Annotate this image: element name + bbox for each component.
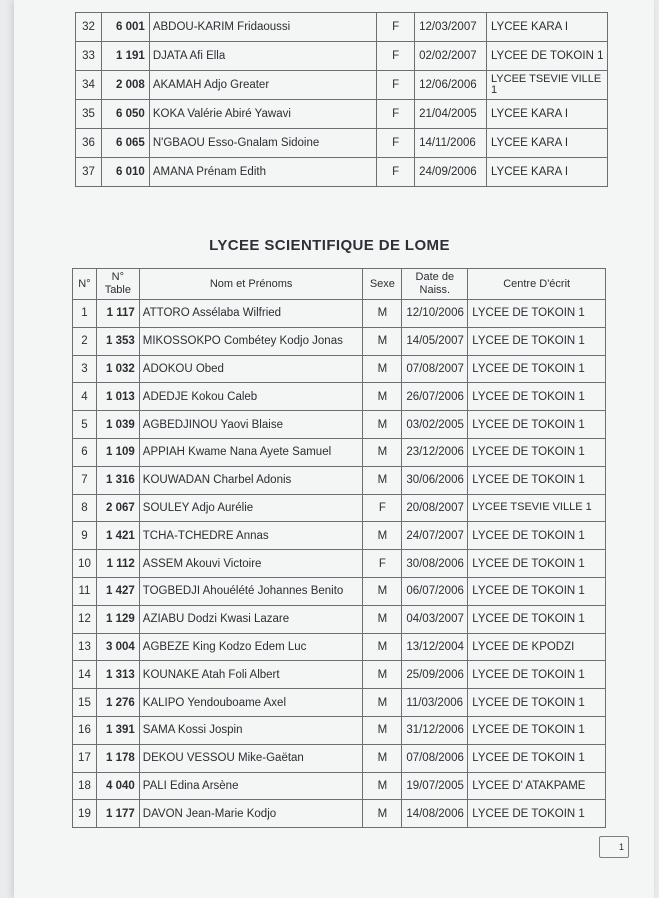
- table-row: [73, 661, 606, 689]
- header-number: N°: [73, 269, 97, 300]
- student-sex: M: [363, 355, 402, 383]
- student-name: ADEDJE Kokou Caleb: [139, 383, 363, 411]
- table-number: 1 427: [96, 577, 139, 605]
- table-row: [73, 577, 606, 605]
- student-sex: F: [377, 13, 415, 42]
- student-sex: M: [363, 411, 402, 439]
- exam-center: LYCEE KARA I: [486, 158, 607, 187]
- table-number: 1 129: [96, 605, 139, 633]
- birth-date: 13/12/2004: [402, 633, 468, 661]
- header-table-line2: Table: [104, 284, 131, 296]
- header-exam-center: Centre D'écrit: [468, 269, 606, 300]
- student-name: MIKOSSOKPO Combétey Kodjo Jonas: [139, 327, 363, 355]
- exam-center: LYCEE D' ATAKPAME: [468, 772, 606, 800]
- exam-center: LYCEE DE TOKOIN 1: [468, 522, 606, 550]
- row-number: 13: [73, 633, 97, 661]
- birth-date: 21/04/2005: [415, 100, 487, 129]
- row-number: 5: [73, 411, 97, 439]
- table-row: [73, 744, 606, 772]
- student-name: TOGBEDJI Ahouélété Johannes Benito: [139, 577, 363, 605]
- table-row: [73, 438, 606, 466]
- row-number: 18: [73, 772, 97, 800]
- table-number: 1 177: [96, 800, 139, 828]
- student-name: DEKOU VESSOU Mike-Gaëtan: [139, 744, 363, 772]
- exam-center: LYCEE DE TOKOIN 1: [468, 383, 606, 411]
- table-number: 6 050: [101, 100, 149, 129]
- table-row: [73, 633, 606, 661]
- row-number: 33: [76, 42, 102, 71]
- table-row: [76, 129, 608, 158]
- student-name: KALIPO Yendouboame Axel: [139, 689, 363, 717]
- table-row: [73, 383, 606, 411]
- row-number: 9: [73, 522, 97, 550]
- table-number: 1 032: [96, 355, 139, 383]
- header-table-number: [96, 269, 139, 300]
- student-sex: F: [377, 129, 415, 158]
- student-name: AGBEDJINOU Yaovi Blaise: [139, 411, 363, 439]
- table-number: 1 191: [101, 42, 149, 71]
- table-number: 2 067: [96, 494, 139, 522]
- birth-date: 30/06/2006: [402, 466, 468, 494]
- birth-date: 12/06/2006: [415, 71, 487, 100]
- student-sex: M: [363, 438, 402, 466]
- row-number: 15: [73, 689, 97, 717]
- table-number: 3 004: [96, 633, 139, 661]
- row-number: 8: [73, 494, 97, 522]
- table-number: 1 117: [96, 300, 139, 328]
- header-date-line2: Naiss.: [419, 284, 451, 296]
- student-name: AKAMAH Adjo Greater: [149, 71, 376, 100]
- table-number: 1 353: [96, 327, 139, 355]
- birth-date: 31/12/2006: [402, 716, 468, 744]
- birth-date: 03/02/2005: [402, 411, 468, 439]
- table-row: [73, 494, 606, 522]
- birth-date: 14/11/2006: [415, 129, 487, 158]
- student-sex: F: [377, 158, 415, 187]
- student-sex: F: [363, 494, 402, 522]
- student-sex: M: [363, 466, 402, 494]
- student-sex: M: [363, 300, 402, 328]
- student-sex: M: [363, 716, 402, 744]
- student-name: ATTORO Assélaba Wilfried: [139, 300, 363, 328]
- student-sex: M: [363, 383, 402, 411]
- exam-center: LYCEE DE TOKOIN 1: [468, 550, 606, 578]
- table-number: 1 178: [96, 744, 139, 772]
- row-number: 17: [73, 744, 97, 772]
- exam-center: LYCEE DE TOKOIN 1: [468, 661, 606, 689]
- birth-date: 23/12/2006: [402, 438, 468, 466]
- birth-date: 06/07/2006: [402, 577, 468, 605]
- table-row: [76, 13, 608, 42]
- student-name: ABDOU-KARIM Fridaoussi: [149, 13, 376, 42]
- student-name: KOUWADAN Charbel Adonis: [139, 466, 363, 494]
- row-number: 32: [76, 13, 102, 42]
- student-name: KOUNAKE Atah Foli Albert: [139, 661, 363, 689]
- birth-date: 24/07/2007: [402, 522, 468, 550]
- row-number: 1: [73, 300, 97, 328]
- exam-center: LYCEE DE TOKOIN 1: [468, 411, 606, 439]
- table-row: [76, 71, 608, 100]
- birth-date: 12/10/2006: [402, 300, 468, 328]
- student-sex: M: [363, 633, 402, 661]
- student-sex: M: [363, 605, 402, 633]
- section-title: LYCEE SCIENTIFIQUE DE LOME: [209, 237, 450, 254]
- student-sex: F: [377, 71, 415, 100]
- row-number: 14: [73, 661, 97, 689]
- birth-date: 20/08/2007: [402, 494, 468, 522]
- birth-date: 12/03/2007: [415, 13, 487, 42]
- student-name: SAMA Kossi Jospin: [139, 716, 363, 744]
- birth-date: 19/07/2005: [402, 772, 468, 800]
- birth-date: 25/09/2006: [402, 661, 468, 689]
- exam-center: LYCEE DE TOKOIN 1: [468, 466, 606, 494]
- table-row: [73, 411, 606, 439]
- student-sex: F: [363, 550, 402, 578]
- header-table-line1: N°: [111, 271, 125, 283]
- table-row: [76, 42, 608, 71]
- table-number: 1 316: [96, 466, 139, 494]
- table-number: 6 001: [101, 13, 149, 42]
- table-row: [76, 100, 608, 129]
- table-header-row: [73, 269, 606, 300]
- student-sex: M: [363, 800, 402, 828]
- table-number: 4 040: [96, 772, 139, 800]
- header-birth-date: [402, 269, 468, 300]
- row-number: 37: [76, 158, 102, 187]
- exam-center: LYCEE KARA I: [486, 13, 607, 42]
- table-row: [76, 158, 608, 187]
- row-number: 3: [73, 355, 97, 383]
- birth-date: 04/03/2007: [402, 605, 468, 633]
- exam-center: LYCEE DE TOKOIN 1: [468, 355, 606, 383]
- exam-center: LYCEE DE TOKOIN 1: [468, 327, 606, 355]
- table-number: 1 313: [96, 661, 139, 689]
- table-row: [73, 772, 606, 800]
- table-number: 1 013: [96, 383, 139, 411]
- exam-center: LYCEE KARA I: [486, 100, 607, 129]
- birth-date: 07/08/2007: [402, 355, 468, 383]
- exam-center: LYCEE DE TOKOIN 1: [468, 800, 606, 828]
- table-number: 1 391: [96, 716, 139, 744]
- student-sex: M: [363, 327, 402, 355]
- exam-center: LYCEE DE TOKOIN 1: [468, 744, 606, 772]
- table-row: [73, 327, 606, 355]
- row-number: 35: [76, 100, 102, 129]
- student-name: ADOKOU Obed: [139, 355, 363, 383]
- table-number: 1 276: [96, 689, 139, 717]
- lycee-scientifique-table: [72, 268, 606, 828]
- exam-center: LYCEE KARA I: [486, 129, 607, 158]
- row-number: 6: [73, 438, 97, 466]
- exam-center: LYCEE DE KPODZI: [468, 633, 606, 661]
- birth-date: 24/09/2006: [415, 158, 487, 187]
- birth-date: 14/05/2007: [402, 327, 468, 355]
- student-sex: M: [363, 577, 402, 605]
- table-row: [73, 300, 606, 328]
- row-number: 34: [76, 71, 102, 100]
- student-name: APPIAH Kwame Nana Ayete Samuel: [139, 438, 363, 466]
- header-sex: Sexe: [363, 269, 402, 300]
- row-number: 2: [73, 327, 97, 355]
- student-sex: M: [363, 661, 402, 689]
- header-date-line1: Date de: [415, 271, 455, 283]
- exam-center: LYCEE DE TOKOIN 1: [468, 438, 606, 466]
- student-name: ASSEM Akouvi Victoire: [139, 550, 363, 578]
- table-number: 1 109: [96, 438, 139, 466]
- student-name: TCHA-TCHEDRE Annas: [139, 522, 363, 550]
- birth-date: 30/08/2006: [402, 550, 468, 578]
- table-row: [73, 550, 606, 578]
- row-number: 19: [73, 800, 97, 828]
- exam-center: LYCEE DE TOKOIN 1: [468, 716, 606, 744]
- table-number: 1 112: [96, 550, 139, 578]
- student-name: AGBEZE King Kodzo Edem Luc: [139, 633, 363, 661]
- row-number: 36: [76, 129, 102, 158]
- header-name: Nom et Prénoms: [139, 269, 363, 300]
- table-row: [73, 466, 606, 494]
- table-row: [73, 716, 606, 744]
- row-number: 12: [73, 605, 97, 633]
- birth-date: 14/08/2006: [402, 800, 468, 828]
- student-name: AZIABU Dodzi Kwasi Lazare: [139, 605, 363, 633]
- student-sex: M: [363, 772, 402, 800]
- student-name: AMANA Prénam Edith: [149, 158, 376, 187]
- exam-center: LYCEE DE TOKOIN 1: [468, 300, 606, 328]
- student-sex: F: [377, 42, 415, 71]
- exam-center: LYCEE DE TOKOIN 1: [468, 605, 606, 633]
- table-number: 1 039: [96, 411, 139, 439]
- table-row: [73, 355, 606, 383]
- birth-date: 26/07/2006: [402, 383, 468, 411]
- row-number: 10: [73, 550, 97, 578]
- student-sex: M: [363, 522, 402, 550]
- student-sex: M: [363, 744, 402, 772]
- row-number: 7: [73, 466, 97, 494]
- student-name: SOULEY Adjo Aurélie: [139, 494, 363, 522]
- exam-center: LYCEE DE TOKOIN 1: [468, 577, 606, 605]
- table-number: 2 008: [101, 71, 149, 100]
- birth-date: 02/02/2007: [415, 42, 487, 71]
- student-name: N'GBAOU Esso-Gnalam Sidoine: [149, 129, 376, 158]
- student-name: DAVON Jean-Marie Kodjo: [139, 800, 363, 828]
- exam-center: LYCEE TSEVIE VILLE 1: [486, 71, 607, 100]
- student-sex: F: [377, 100, 415, 129]
- student-name: PALI Edina Arsène: [139, 772, 363, 800]
- row-number: 4: [73, 383, 97, 411]
- exam-center: LYCEE DE TOKOIN 1: [486, 42, 607, 71]
- table-row: [73, 605, 606, 633]
- birth-date: 07/08/2006: [402, 744, 468, 772]
- table-number: 1 421: [96, 522, 139, 550]
- table-number: 6 010: [101, 158, 149, 187]
- exam-center: LYCEE DE TOKOIN 1: [468, 689, 606, 717]
- row-number: 11: [73, 577, 97, 605]
- table-number: 6 065: [101, 129, 149, 158]
- row-number: 16: [73, 716, 97, 744]
- birth-date: 11/03/2006: [402, 689, 468, 717]
- student-name: DJATA Afi Ella: [149, 42, 376, 71]
- table-row: [73, 522, 606, 550]
- page-number: 1: [599, 836, 629, 858]
- table-row: [73, 689, 606, 717]
- exam-center: LYCEE TSEVIE VILLE 1: [468, 494, 606, 522]
- student-name: KOKA Valérie Abiré Yawavi: [149, 100, 376, 129]
- previous-school-table: [75, 12, 608, 187]
- table-row: [73, 800, 606, 828]
- student-sex: M: [363, 689, 402, 717]
